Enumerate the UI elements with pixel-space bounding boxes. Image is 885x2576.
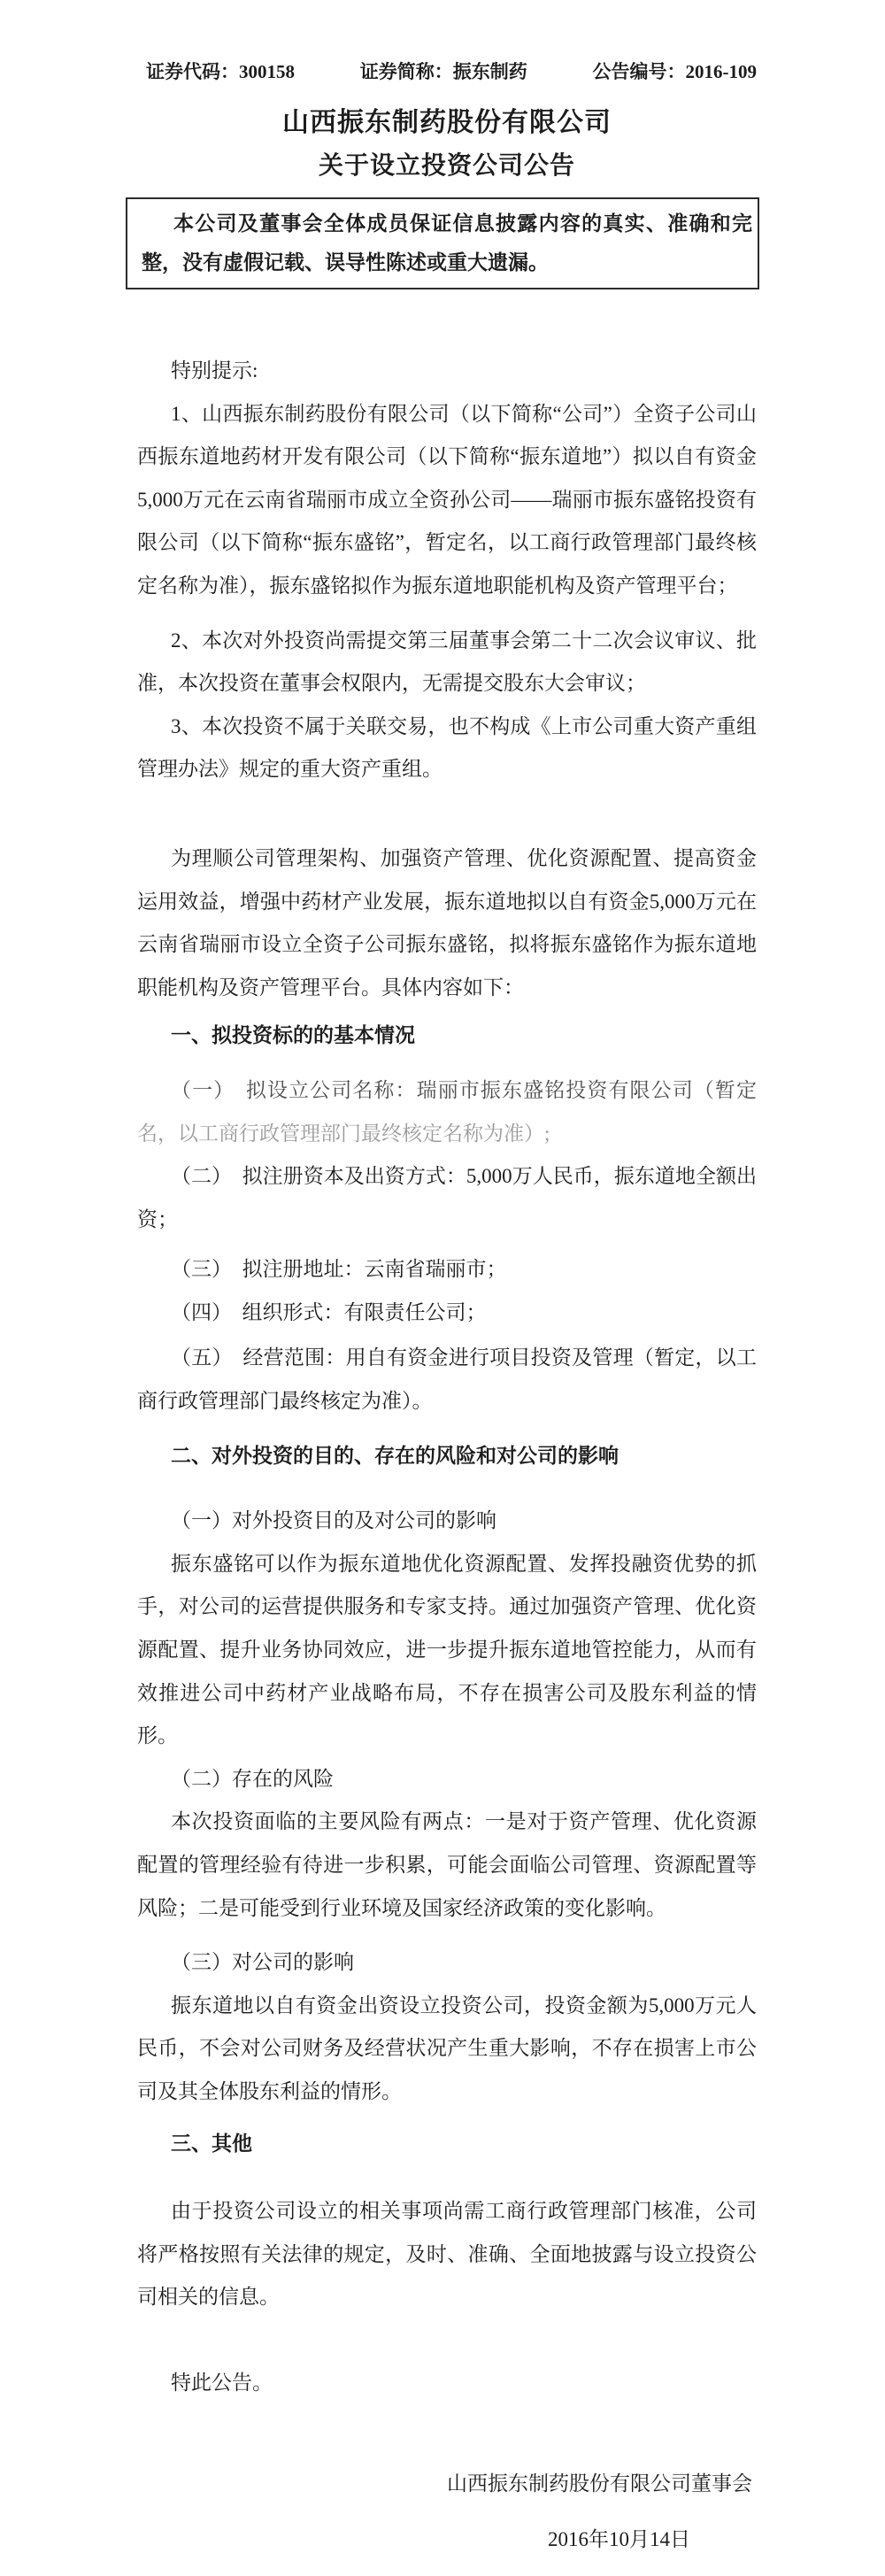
- date-line: 2016年10月14日: [548, 2528, 690, 2551]
- section2-sub2-heading: （二）存在的风险: [171, 1767, 334, 1790]
- stock-code-text: 证券代码：300158: [146, 61, 295, 82]
- securities-header-row: [137, 60, 757, 83]
- stock-abbr-text: 证券简称：振东制药: [359, 61, 527, 82]
- document-content: [137, 0, 757, 2562]
- section1-sub4: （四） 组织形式：有限责任公司；: [171, 1300, 487, 1323]
- section1-sub2: （二） 拟注册资本及出资方式：5,000万人民币，振东道地全额出资；: [137, 1165, 757, 1230]
- company-title: 山西振东制药股份有限公司: [282, 108, 612, 137]
- section1-sub1: [137, 1069, 757, 1155]
- special-note-item-2: 2、本次对外投资尚需提交第三届董事会第二十二次会议审议、批准，本次投资在董事会权限内，无需提交股东大会审议；: [137, 629, 757, 695]
- section2-sub3-text: 振东道地以自有资金出资设立投资公司，投资金额为5,000万元人民币，不会对公司财务及经营状况产生重大影响，不存在损害上市公司及其全体股东利益的情形。: [137, 1994, 757, 2102]
- purpose-paragraph: 为理顺公司管理架构、加强资产管理、优化资源配置、提高资金运用效益，增强中药材产业发展，振东道地拟以自有资金5,000万元在云南省瑞丽市设立全资子公司振东盛铭，拟将振东盛铭作为振东道地职能机构及资产管理平台。具体内容如下：: [137, 846, 757, 999]
- section1-heading: 一、拟投资标的的基本情况: [171, 1024, 415, 1047]
- section2-sub3-heading: （三）对公司的影响: [171, 1951, 354, 1974]
- section1-sub1-part2: 名，以工商行政管理部门最终核定名称为准）;: [137, 1122, 550, 1145]
- special-note-label: 特别提示:: [171, 359, 258, 382]
- section1-sub3: （三） 拟注册地址：云南省瑞丽市；: [171, 1258, 507, 1281]
- section3-text: 由于投资公司设立的相关事项尚需工商行政管理部门核准，公司将严格按照有关法律的规定，及时、准确、全面地披露与设立投资公司相关的信息。: [137, 2200, 757, 2309]
- special-note-item-3: 3、本次投资不属于关联交易，也不构成《上市公司重大资产重组管理办法》规定的重大资产重组。: [137, 714, 757, 781]
- section3-heading: 三、其他: [171, 2132, 252, 2155]
- disclaimer-text: 本公司及董事会全体成员保证信息披露内容的真实、准确和完整，没有虚假记载、误导性陈述或重大遗漏。: [142, 212, 752, 274]
- announcement-number-text: 公告编号：2016-109: [592, 61, 757, 82]
- section2-sub1-text: 振东盛铭可以作为振东道地优化资源配置、发挥投融资优势的抓手，对公司的运营提供服务和专家支持。通过加强资产管理、优化资源配置、提升业务协同效应，进一步提升振东道地管控能力，从而有效推进公司中药材产业战略布局，不存在损害公司及股东利益的情形。: [137, 1552, 757, 1747]
- section1-sub5: （五） 经营范围：用自有资金进行项目投资及管理（暂定，以工商行政管理部门最终核定为准）。: [137, 1346, 757, 1413]
- section2-sub2-text: 本次投资面临的主要风险有两点：一是对于资产管理、优化资源配置的管理经验有待进一步积累，可能会面临公司管理、资源配置等风险；二是可能受到行业环境及国家经济政策的变化影响。: [137, 1810, 757, 1919]
- section1-sub1-part1: （一） 拟设立公司名称：瑞丽市振东盛铭投资有限公司（暂定: [171, 1078, 757, 1101]
- section2-sub1-heading: （一）对外投资目的及对公司的影响: [171, 1509, 496, 1532]
- closing-note: 特此公告。: [171, 2371, 273, 2394]
- disclaimer-box: [126, 197, 759, 289]
- announcement-title: 关于设立投资公司公告: [318, 152, 575, 180]
- section2-heading: 二、对外投资的目的、存在的风险和对公司的影响: [171, 1444, 619, 1467]
- special-note-item-1: 1、山西振东制药股份有限公司（以下简称“公司”）全资子公司山西振东道地药材开发有限公司（以下简称“振东道地”）拟以自有资金5,000万元在云南省瑞丽市成立全资孙公司——瑞丽市振东盛铭投资有限公司（以下简称“振东盛铭”，暂定名，以工商行政管理部门最终核定名称为准），振东盛铭拟作为振东道地职能机构及资产管理平台；: [137, 402, 757, 597]
- signature-line: 山西振东制药股份有限公司董事会: [447, 2472, 752, 2495]
